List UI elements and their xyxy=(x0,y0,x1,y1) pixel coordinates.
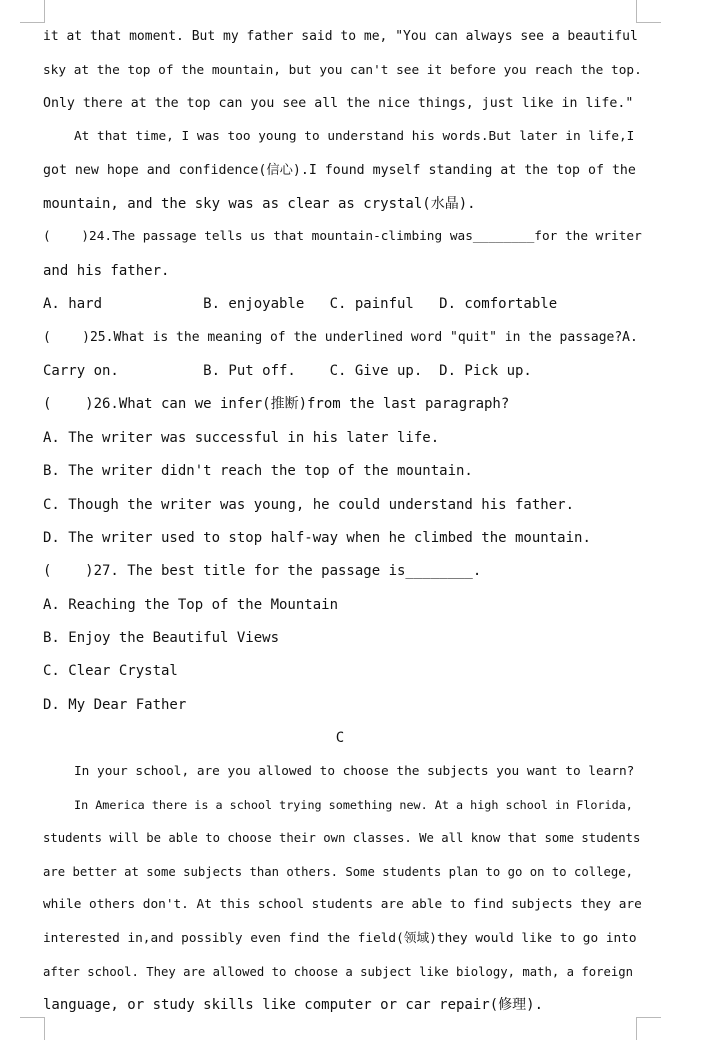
option-d: D. The writer used to stop half-way when he climbed the mountain. xyxy=(43,530,591,546)
option-b: B. The writer didn't reach the top of the mountain. xyxy=(43,463,473,479)
paragraph-first-line: In America there is a school trying something new. At a high school in Florida, xyxy=(74,798,633,812)
text-line: and his father. xyxy=(43,263,170,279)
option-d: D. My Dear Father xyxy=(43,697,187,713)
text-line: are better at some subjects than others. Some students plan to go on to college, xyxy=(43,865,634,879)
question-26: ( )26.What can we infer(推断)from the last paragraph? xyxy=(43,396,510,412)
text-line: language, or study skills like computer or car repair(修理). xyxy=(43,997,544,1013)
text-line: it at that moment. But my father said to me, "You can always see a beautiful xyxy=(43,29,638,44)
question-24-options: A. hard B. enjoyable C. painful D. comfortable xyxy=(43,296,558,312)
question-25-options: Carry on. B. Put off. C. Give up. D. Pick up. xyxy=(43,363,532,379)
text-line: while others don't. At this school students are able to find subjects they are xyxy=(43,897,642,912)
text-line: got new hope and confidence(信心).I found myself standing at the top of the xyxy=(43,163,636,178)
option-b: B. Enjoy the Beautiful Views xyxy=(43,630,280,646)
text-line: sky at the top of the mountain, but you can't see it before you reach the top. xyxy=(43,63,642,78)
question-27: ( )27. The best title for the passage is________. xyxy=(43,563,482,579)
option-a: A. Reaching the Top of the Mountain xyxy=(43,597,339,613)
text-line: interested in,and possibly even find the field(领域)they would like to go into xyxy=(43,931,637,946)
page-corner-mark-bottom-left xyxy=(20,1017,45,1040)
option-a: A. The writer was successful in his later life. xyxy=(43,430,440,446)
option-c: C. Though the writer was young, he could understand his father. xyxy=(43,497,575,513)
page-corner-mark-bottom-right xyxy=(636,1017,661,1040)
text-line: Only there at the top can you see all the nice things, just like in life." xyxy=(43,96,634,111)
paragraph-first-line: At that time, I was too young to understand his words.But later in life,I xyxy=(74,129,635,144)
page-corner-mark-top-left xyxy=(20,0,45,23)
text-line: students will be able to choose their own classes. We all know that some students xyxy=(43,831,641,845)
section-heading-c: C xyxy=(335,730,345,746)
paragraph-first-line: In your school, are you allowed to choose the subjects you want to learn? xyxy=(74,764,635,779)
text-line: mountain, and the sky was as clear as crystal(水晶). xyxy=(43,196,476,212)
question-24: ( )24.The passage tells us that mountain-climbing was________for the writer xyxy=(43,229,642,244)
text-line: after school. They are allowed to choose a subject like biology, math, a foreign xyxy=(43,965,634,979)
page-corner-mark-top-right xyxy=(636,0,661,23)
question-25: ( )25.What is the meaning of the underlined word "quit" in the passage?A. xyxy=(43,330,638,345)
option-c: C. Clear Crystal xyxy=(43,663,178,679)
